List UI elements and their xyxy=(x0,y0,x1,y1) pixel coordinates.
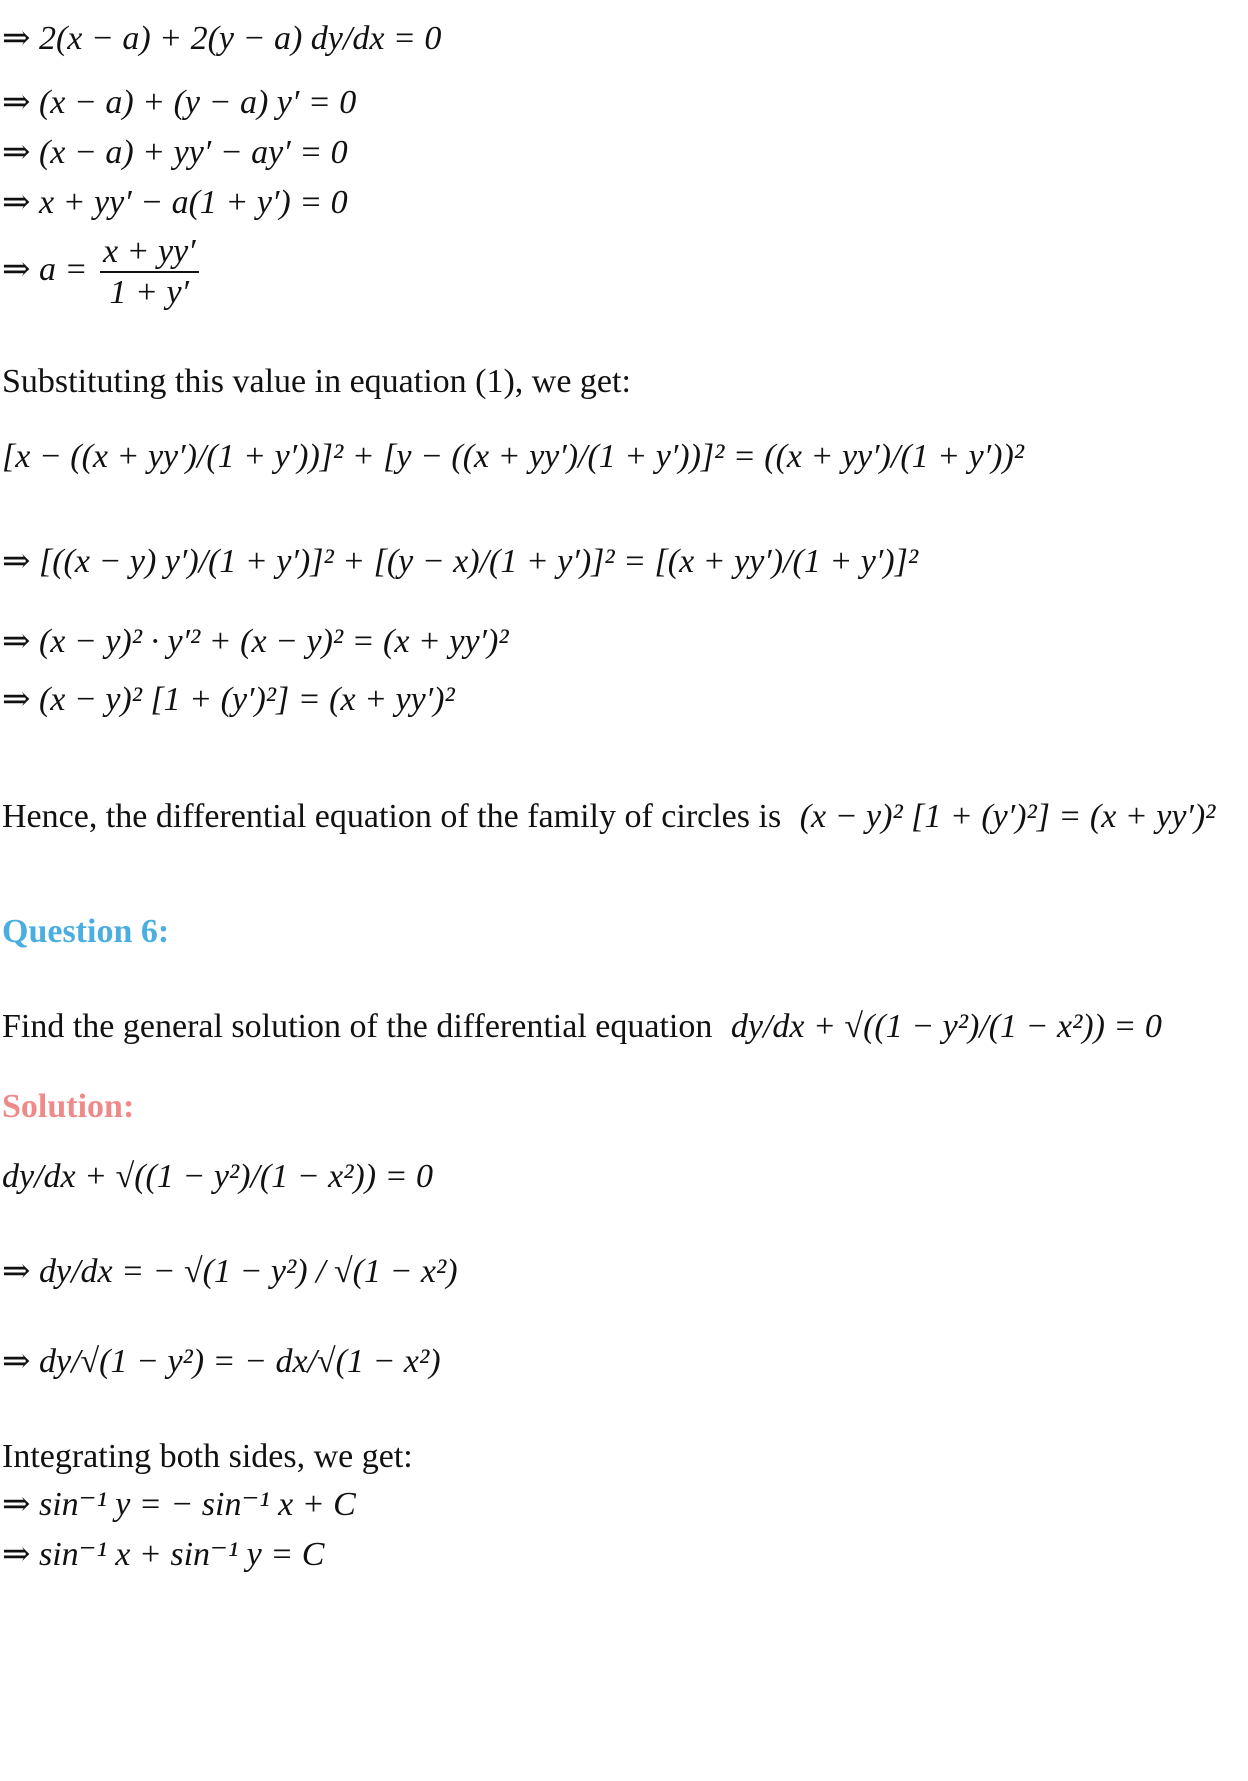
final-step-1: ⇒ sin⁻¹ y = − sin⁻¹ x + C xyxy=(2,1486,356,1523)
solution-step-2: ⇒ dy/dx = − √(1 − y²) / √(1 − x²) xyxy=(2,1253,458,1290)
conclusion-text: Hence, the differential equation of the family of circles is xyxy=(2,798,782,835)
sub-step-3: ⇒ (x − y)² · y′² + (x − y)² = (x + yy′)² xyxy=(2,623,509,660)
step-line-4: ⇒ x + yy′ − a(1 + y′) = 0 xyxy=(2,184,348,221)
question-heading: Question 6: xyxy=(2,913,170,950)
sub-step-4: ⇒ (x − y)² [1 + (y′)²] = (x + yy′)² xyxy=(2,681,455,718)
question-line xyxy=(2,1010,1162,1044)
step-line-a xyxy=(2,232,203,312)
question-equation: dy/dx + √((1 − y²)/(1 − x²)) = 0 xyxy=(730,1008,1162,1045)
solution-step-1: dy/dx + √((1 − y²)/(1 − x²)) = 0 xyxy=(2,1158,434,1195)
sub-step-1: [x − ((x + yy′)/(1 + y′))]² + [y − ((x + yy′)/(1 + y′))]² = ((x + yy′)/(1 + y′))² xyxy=(2,438,1024,475)
substitute-text: Substituting this value in equation (1), we get: xyxy=(2,363,631,400)
sub-step-2: ⇒ [((x − y) y′)/(1 + y′)]² + [(y − x)/(1 + y′)]² = [(x + yy′)/(1 + y′)]² xyxy=(2,543,919,580)
step-a-lhs: ⇒ a = xyxy=(2,250,88,288)
conclusion-line xyxy=(2,800,1215,834)
solution-heading: Solution: xyxy=(2,1088,135,1125)
step-a-numerator: x + yy′ xyxy=(100,232,199,273)
question-text: Find the general solution of the differential equation xyxy=(2,1008,713,1045)
conclusion-equation: (x − y)² [1 + (y′)²] = (x + yy′)² xyxy=(799,798,1216,835)
step-line-2: ⇒ (x − a) + (y − a) y′ = 0 xyxy=(2,84,357,121)
step-line-1: ⇒ 2(x − a) + 2(y − a) dy/dx = 0 xyxy=(2,20,442,57)
step-a-fraction xyxy=(100,232,199,312)
final-step-2: ⇒ sin⁻¹ x + sin⁻¹ y = C xyxy=(2,1536,325,1573)
step-line-3: ⇒ (x − a) + yy′ − ay′ = 0 xyxy=(2,134,348,171)
step-a-denominator: 1 + y′ xyxy=(109,274,189,312)
solution-step-3: ⇒ dy/√(1 − y²) = − dx/√(1 − x²) xyxy=(2,1343,441,1380)
integrating-text: Integrating both sides, we get: xyxy=(2,1438,413,1475)
